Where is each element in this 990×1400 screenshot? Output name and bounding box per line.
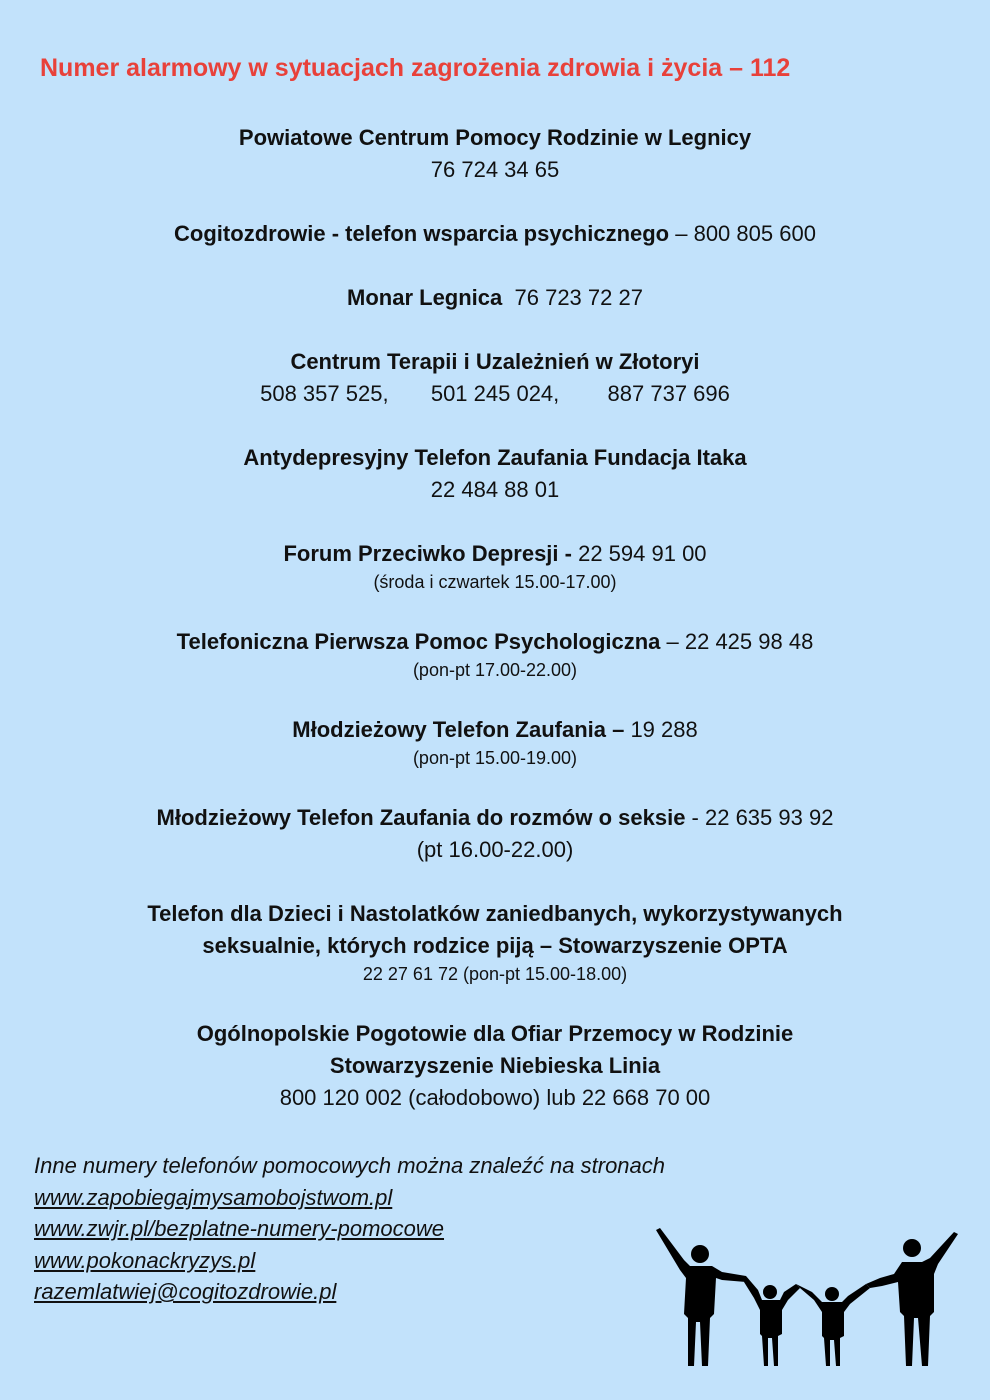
helpline-cogitozdrowie	[40, 218, 950, 250]
helpline-title: Ogólnopolskie Pogotowie dla Ofiar Przemocy w Rodzinie	[196, 1021, 794, 1046]
helpline-title: Powiatowe Centrum Pomocy Rodzinie w Legnicy	[238, 125, 752, 150]
helpline-title: Telefoniczna Pierwsza Pomoc Psychologiczna	[176, 629, 661, 654]
alarm-number-heading: Numer alarmowy w sytuacjach zagrożenia zdrowia i życia – 112	[40, 54, 791, 82]
helpline-hours: (pt 16.00-22.00)	[416, 837, 574, 862]
helpline-phone: 508 357 525,	[260, 381, 389, 406]
helpline-title: Telefon dla Dzieci i Nastolatków zaniedbanych, wykorzystywanych	[147, 901, 843, 926]
helpline-phone: 76 723 72 27	[514, 285, 643, 310]
helpline-phone: 19 288	[624, 717, 698, 742]
helpline-mtz-sex	[40, 802, 950, 866]
helpline-phone: 501 245 024,	[430, 381, 560, 406]
helpline-phone: 22 594 91 00	[571, 541, 707, 566]
helpline-title: Forum Przeciwko Depresji -	[283, 541, 572, 566]
helpline-phone: 76 724 34 65	[430, 157, 560, 182]
helpline-title: Młodzieżowy Telefon Zaufania –	[292, 717, 625, 742]
link-pokonackryzys[interactable]: www.pokonackryzys.pl	[34, 1247, 256, 1273]
helpline-phone: – 22 425 98 48	[660, 629, 814, 654]
people-silhouette-icon	[650, 1218, 970, 1378]
helpline-itaka	[40, 442, 950, 506]
helpline-monar	[40, 282, 950, 314]
helpline-title: Monar Legnica	[347, 285, 503, 310]
footer-intro: Inne numery telefonów pomocowych można znaleźć na stronach	[34, 1153, 666, 1178]
helpline-title-2: seksualnie, których rodzice piją – Stowarzyszenie OPTA	[202, 933, 788, 958]
helpline-title: Antydepresyjny Telefon Zaufania Fundacja Itaka	[243, 445, 747, 470]
helpline-title-2: Stowarzyszenie Niebieska Linia	[329, 1053, 661, 1078]
helpline-forum	[40, 538, 950, 594]
helpline-tpp	[40, 626, 950, 682]
helpline-phone: 22 484 88 01	[430, 477, 560, 502]
helpline-pcpr	[40, 122, 950, 186]
helpline-zlotoryja	[40, 346, 950, 410]
helpline-phone: 887 737 696	[607, 381, 730, 406]
helpline-niebieska-linia	[40, 1018, 950, 1114]
link-zapobiegajmy[interactable]: www.zapobiegajmysamobojstwom.pl	[34, 1184, 393, 1210]
helpline-title: Cogitozdrowie - telefon wsparcia psychicznego	[174, 221, 670, 246]
helpline-list	[40, 122, 950, 1146]
footer-links	[34, 1150, 665, 1308]
helpline-hours: (pon-pt 17.00-22.00)	[412, 660, 578, 680]
helpline-phone: – 800 805 600	[669, 221, 816, 246]
link-email-cogitozdrowie[interactable]: razemlatwiej@cogitozdrowie.pl	[34, 1279, 337, 1304]
helpline-hours: (środa i czwartek 15.00-17.00)	[373, 572, 617, 592]
helpline-mtz	[40, 714, 950, 770]
helpline-title: Centrum Terapii i Uzależnień w Złotoryi	[290, 349, 700, 374]
helpline-info: 22 27 61 72 (pon-pt 15.00-18.00)	[362, 964, 628, 984]
helpline-hours: (pon-pt 15.00-19.00)	[412, 748, 578, 768]
link-zwjr[interactable]: www.zwjr.pl/bezplatne-numery-pomocowe	[34, 1216, 445, 1241]
helpline-opta	[40, 898, 950, 986]
helpline-phone: - 22 635 93 92	[685, 805, 834, 830]
helpline-info: 800 120 002 (całodobowo) lub 22 668 70 00	[279, 1085, 711, 1110]
helpline-title: Młodzieżowy Telefon Zaufania do rozmów o seksie	[156, 805, 686, 830]
